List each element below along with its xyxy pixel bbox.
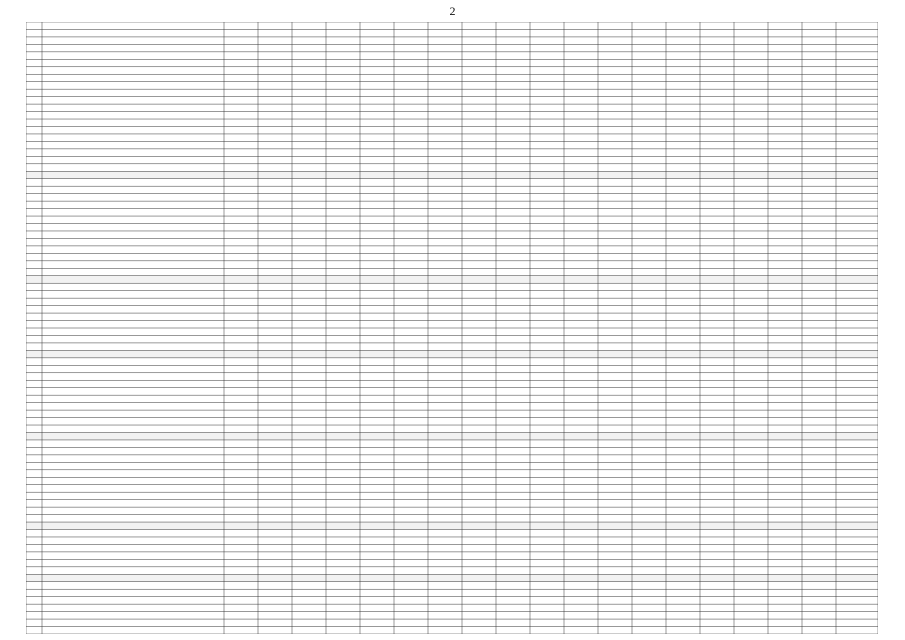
section-band	[26, 171, 878, 178]
budget-table	[26, 22, 878, 634]
section-band	[26, 276, 878, 283]
table-grid	[26, 22, 878, 634]
section-band	[26, 432, 878, 439]
section-band	[26, 522, 878, 529]
page-number: 2	[449, 4, 456, 18]
section-band	[26, 350, 878, 357]
section-band	[26, 574, 878, 581]
